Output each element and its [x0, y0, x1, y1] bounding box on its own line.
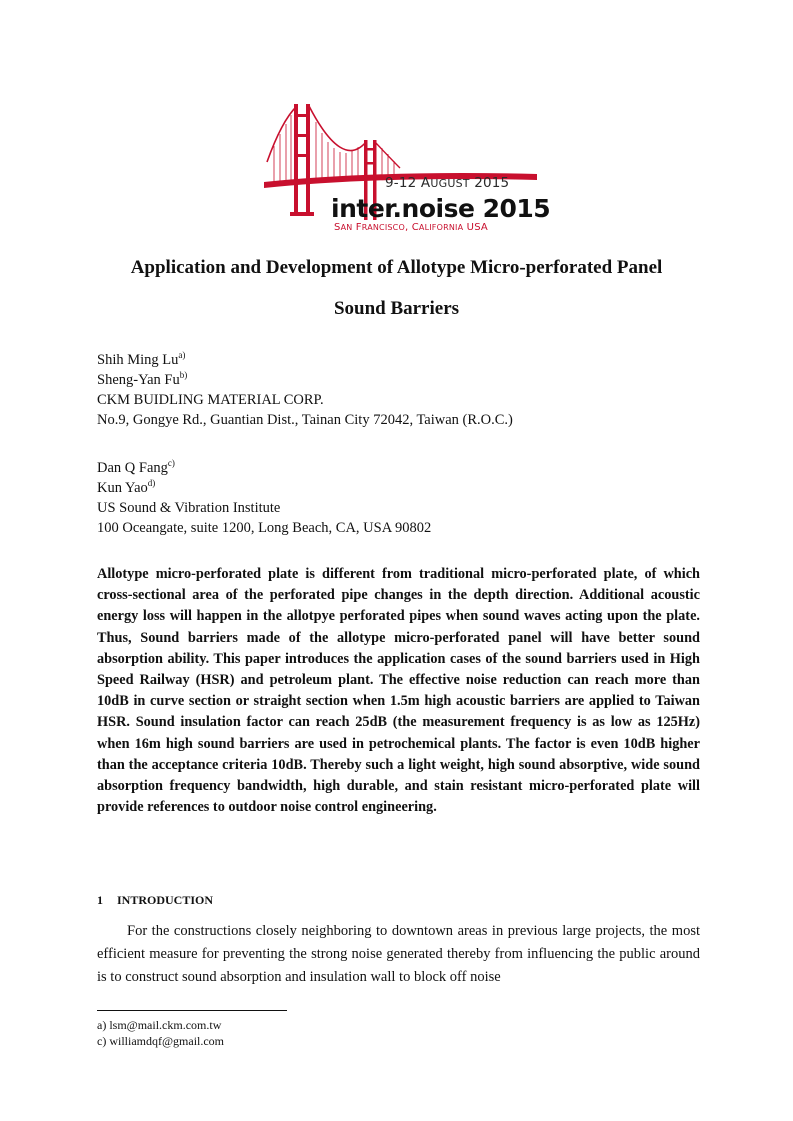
footnote-divider [97, 1010, 287, 1011]
logo-brand: inter.noise 2015 [331, 194, 551, 223]
conference-logo [262, 100, 551, 238]
affiliation-address: No.9, Gongye Rd., Guantian Dist., Tainan City 72042, Taiwan (R.O.C.) [97, 412, 513, 428]
footnotes [97, 1017, 224, 1049]
author-block-1 [97, 350, 513, 430]
author-name: Sheng-Yan Fu$^{b)}$ [97, 370, 188, 388]
logo-date: 9-12 AUGUST 2015 [385, 175, 510, 191]
author-name: Shih Ming Lu$^{a)}$ [97, 350, 186, 368]
author-block-2 [97, 458, 431, 538]
affiliation-org: CKM BUIDLING MATERIAL CORP. [97, 392, 324, 408]
affiliation-address: 100 Oceangate, suite 1200, Long Beach, CA, USA 90802 [97, 520, 432, 536]
section-title: INTRODUCTION [117, 893, 214, 907]
affiliation-org: US Sound & Vibration Institute [97, 500, 281, 516]
paper-title-line-2: Sound Barriers [333, 298, 460, 319]
author-name: Kun Yao$^{d)}$ [97, 478, 156, 496]
paper-title-line-1: Application and Development of Allotype Micro-perforated Panel [130, 257, 663, 278]
footnote-email: a) lsm@mail.ckm.com.tw [97, 1018, 222, 1032]
abstract: Allotype micro-perforated plate is different from traditional micro-perforated plate, of which cross-sectional area of the perforated pipe changes in the depth direction. Additional acoustic energy loss will happen in the allotpye perforated pipes when sound waves acting upon the plate. Thus, Sound barriers made of the allotype micro-perforated panel will have better sound absorption ability. This paper introduces the application cases of the sound barriers used in High Speed Railway (HSR) and petroleum plant. The effective noise reduction can reach more than 10dB in curve section or straight section when 1.5m high acoustic barriers are applied to Taiwan HSR. Sound insulation factor can reach 25dB (the measurement frequency is as low as 125Hz) when 16m high sound barriers are used in petrochemical plants. The factor is even 10dB higher than the acceptance criteria 10dB. Thereby such a light weight, high sound absorptive, wide sound absorption frequency bandwidth, high durable, and stain resistant micro-perforated plate will provide references to outdoor noise control engineering. [97, 566, 700, 816]
footnote-email: c) williamdqf@gmail.com [97, 1034, 225, 1048]
author-name: Dan Q Fang$^{c)}$ [97, 458, 175, 476]
logo-location: SAN FRANCISCO, CALIFORNIA USA [334, 222, 488, 233]
section-number: 1 [97, 893, 103, 907]
body-paragraph: For the constructions closely neighboring to downtown areas in previous large projects, the most efficient measure for preventing the strong noise generated thereby from influencing the public around is to construct sound absorption and insulation wall to block off noise [97, 923, 700, 985]
section-heading [97, 893, 213, 908]
